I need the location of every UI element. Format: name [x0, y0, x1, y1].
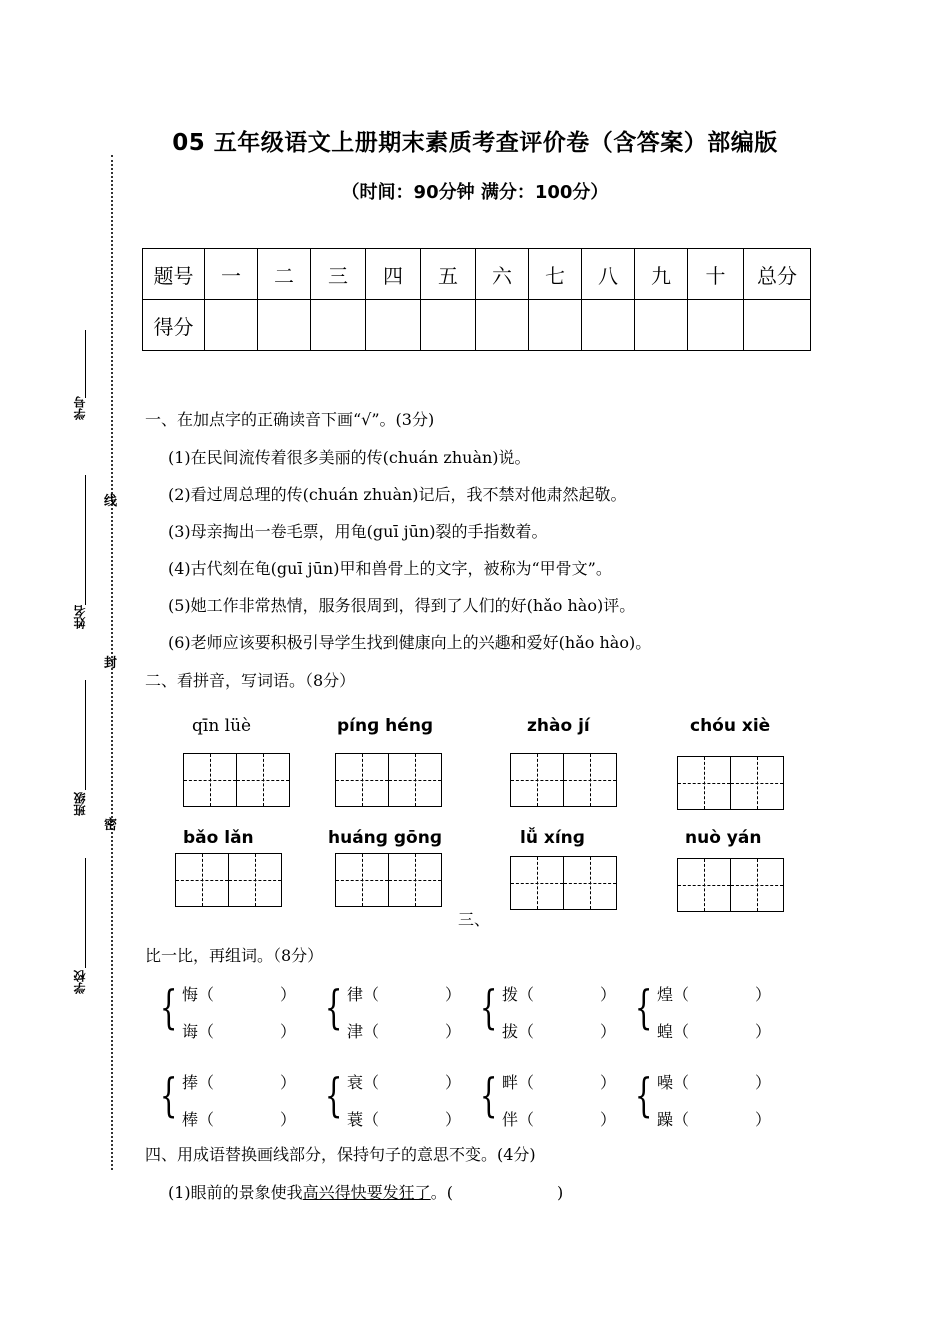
open-paren: （: [673, 1022, 690, 1041]
score-table-cell: 得分: [143, 300, 205, 351]
pinyin-label: huánɡ gōnɡ: [328, 828, 442, 848]
section3-heading-number: 三、: [458, 910, 491, 929]
compare-line: [502, 1070, 616, 1093]
score-table-cell: 三: [311, 249, 366, 300]
open-paren: （: [363, 985, 380, 1004]
compare-char: 悔: [182, 985, 199, 1004]
compare-line: [657, 1019, 771, 1042]
compare-line: [657, 1107, 771, 1130]
score-table-cell: 题号: [143, 249, 205, 300]
writing-grid[interactable]: [510, 856, 617, 910]
compare-line: [347, 982, 461, 1005]
writing-grid[interactable]: [677, 858, 784, 912]
seal-mark-seal: 封: [104, 656, 118, 671]
close-paren: ）: [445, 1022, 462, 1041]
score-table-header-row: [143, 249, 811, 300]
compare-group: [160, 1070, 310, 1130]
score-table-cell: 五: [421, 249, 476, 300]
score-input-cell[interactable]: [258, 300, 311, 351]
pinyin-label: zhào jí: [527, 716, 590, 736]
section3-heading: 比一比，再组词。（8分）: [145, 946, 324, 965]
score-table-cell: 七: [529, 249, 582, 300]
writing-grid[interactable]: [335, 853, 442, 907]
open-paren: （: [198, 1022, 215, 1041]
open-paren: （: [518, 1022, 535, 1041]
page-title: 05 五年级语文上册期末素质考查评价卷（含答案）部编版: [172, 130, 778, 156]
student-id-rule: [85, 330, 86, 398]
compare-group: [635, 1070, 785, 1130]
section1-item: (5)她工作非常热情，服务很周到，得到了人们的好(hǎo hào)评。: [168, 596, 636, 615]
section4-item1-suffix: 。(: [430, 1183, 453, 1202]
compare-char: 拔: [502, 1022, 519, 1041]
compare-line: [502, 982, 616, 1005]
score-table-cell: 八: [582, 249, 635, 300]
close-paren: ）: [280, 1110, 297, 1129]
brace-icon: {: [479, 1068, 498, 1122]
close-paren: ）: [755, 1073, 772, 1092]
compare-group: [480, 1070, 630, 1130]
section1-item: (6)老师应该要积极引导学生找到健康向上的兴趣和爱好(hǎo hào)。: [168, 633, 652, 652]
writing-grid[interactable]: [677, 756, 784, 810]
score-input-cell[interactable]: [421, 300, 476, 351]
compare-group: [635, 982, 785, 1042]
score-input-cell[interactable]: [744, 300, 811, 351]
compare-line: [347, 1019, 461, 1042]
student-id-label: 学号: [73, 396, 87, 420]
pinyin-label: qīn lüè: [192, 716, 252, 736]
score-input-cell[interactable]: [635, 300, 688, 351]
score-input-cell[interactable]: [529, 300, 582, 351]
close-paren: ）: [600, 1110, 617, 1129]
score-input-cell[interactable]: [311, 300, 366, 351]
section1-item: (1)在民间流传着很多美丽的传(chuán zhuàn)说。: [168, 448, 531, 467]
name-label: 姓名: [73, 605, 87, 629]
close-paren: ）: [445, 985, 462, 1004]
writing-grid[interactable]: [510, 753, 617, 807]
compare-char: 诲: [182, 1022, 199, 1041]
compare-line: [347, 1070, 461, 1093]
score-table-score-row: [143, 300, 811, 351]
close-paren: ）: [445, 1073, 462, 1092]
compare-group: [325, 982, 475, 1042]
compare-char: 蝗: [657, 1022, 674, 1041]
compare-char: 噪: [657, 1073, 674, 1092]
writing-grid[interactable]: [175, 853, 282, 907]
compare-char: 伴: [502, 1110, 519, 1129]
compare-char: 畔: [502, 1073, 519, 1092]
page-subtitle: （时间：90分钟 满分：100分）: [341, 182, 609, 203]
brace-icon: {: [159, 980, 178, 1034]
compare-char: 蓑: [347, 1110, 364, 1129]
seal-mark-line: 线: [104, 494, 118, 509]
brace-icon: {: [324, 980, 343, 1034]
pinyin-label: bǎo lǎn: [183, 828, 254, 848]
open-paren: （: [363, 1022, 380, 1041]
section2-heading: 二、看拼音，写词语。（8分）: [145, 671, 356, 690]
close-paren: ）: [280, 1073, 297, 1092]
pinyin-label: nuò yán: [685, 828, 762, 848]
score-table-cell: 二: [258, 249, 311, 300]
close-paren: ）: [600, 1022, 617, 1041]
class-label: 班级: [73, 792, 87, 816]
compare-line: [502, 1019, 616, 1042]
school-rule: [85, 858, 86, 968]
section4-item1-prefix: (1)眼前的景象使我: [168, 1183, 303, 1202]
compare-char: 津: [347, 1022, 364, 1041]
compare-group: [325, 1070, 475, 1130]
writing-grid[interactable]: [183, 753, 290, 807]
open-paren: （: [518, 985, 535, 1004]
compare-group: [160, 982, 310, 1042]
open-paren: （: [198, 1110, 215, 1129]
compare-char: 捧: [182, 1073, 199, 1092]
score-table-cell: 十: [688, 249, 744, 300]
score-table-cell: 四: [366, 249, 421, 300]
compare-line: [182, 1070, 296, 1093]
class-rule: [85, 680, 86, 790]
open-paren: （: [363, 1073, 380, 1092]
close-paren: ）: [280, 1022, 297, 1041]
score-input-cell[interactable]: [476, 300, 529, 351]
section4-item1-underlined: 高兴得快要发狂了: [302, 1183, 431, 1202]
close-paren: ）: [445, 1110, 462, 1129]
open-paren: （: [198, 985, 215, 1004]
compare-line: [502, 1107, 616, 1130]
pinyin-label: chóu xiè: [690, 716, 771, 736]
close-paren: ）: [755, 1022, 772, 1041]
compare-char: 拨: [502, 985, 519, 1004]
compare-line: [182, 982, 296, 1005]
score-table: [142, 248, 811, 351]
seal-mark-secret: 密: [104, 818, 118, 833]
section4-item1-close: ): [556, 1183, 564, 1202]
compare-char: 躁: [657, 1110, 674, 1129]
compare-line: [182, 1019, 296, 1042]
score-table-cell: 总分: [744, 249, 811, 300]
compare-line: [347, 1107, 461, 1130]
open-paren: （: [673, 1073, 690, 1092]
name-rule: [85, 475, 86, 605]
score-table-cell: 六: [476, 249, 529, 300]
compare-char: 棒: [182, 1110, 199, 1129]
score-input-cell[interactable]: [366, 300, 421, 351]
compare-line: [657, 1070, 771, 1093]
section4-heading: 四、用成语替换画线部分，保持句子的意思不变。(4分): [145, 1145, 536, 1164]
open-paren: （: [673, 985, 690, 1004]
section1-item: (2)看过周总理的传(chuán zhuàn)记后，我不禁对他肃然起敬。: [168, 485, 627, 504]
score-input-cell[interactable]: [205, 300, 258, 351]
compare-group: [480, 982, 630, 1042]
open-paren: （: [518, 1073, 535, 1092]
close-paren: ）: [600, 1073, 617, 1092]
section1-item: (4)古代刻在龟(guī jūn)甲和兽骨上的文字，被称为“甲骨文”。: [168, 559, 612, 578]
brace-icon: {: [479, 980, 498, 1034]
close-paren: ）: [600, 985, 617, 1004]
brace-icon: {: [324, 1068, 343, 1122]
open-paren: （: [363, 1110, 380, 1129]
pinyin-label: lǚ xínɡ: [520, 828, 585, 848]
brace-icon: {: [634, 1068, 653, 1122]
close-paren: ）: [755, 1110, 772, 1129]
score-table-cell: 一: [205, 249, 258, 300]
brace-icon: {: [634, 980, 653, 1034]
pinyin-label: pínɡ hénɡ: [337, 716, 434, 736]
compare-char: 律: [347, 985, 364, 1004]
compare-line: [182, 1107, 296, 1130]
open-paren: （: [518, 1110, 535, 1129]
section1-item: (3)母亲掏出一卷毛票，用龟(guī jūn)裂的手指数着。: [168, 522, 548, 541]
close-paren: ）: [755, 985, 772, 1004]
score-input-cell[interactable]: [582, 300, 635, 351]
close-paren: ）: [280, 985, 297, 1004]
section4-item1: [168, 1183, 563, 1203]
compare-char: 衰: [347, 1073, 364, 1092]
score-input-cell[interactable]: [688, 300, 744, 351]
score-table-cell: 九: [635, 249, 688, 300]
section1-heading: 一、在加点字的正确读音下画“√”。(3分): [145, 410, 435, 429]
compare-char: 煌: [657, 985, 674, 1004]
writing-grid[interactable]: [335, 753, 442, 807]
school-label: 学校: [73, 970, 87, 994]
brace-icon: {: [159, 1068, 178, 1122]
open-paren: （: [673, 1110, 690, 1129]
open-paren: （: [198, 1073, 215, 1092]
compare-line: [657, 982, 771, 1005]
